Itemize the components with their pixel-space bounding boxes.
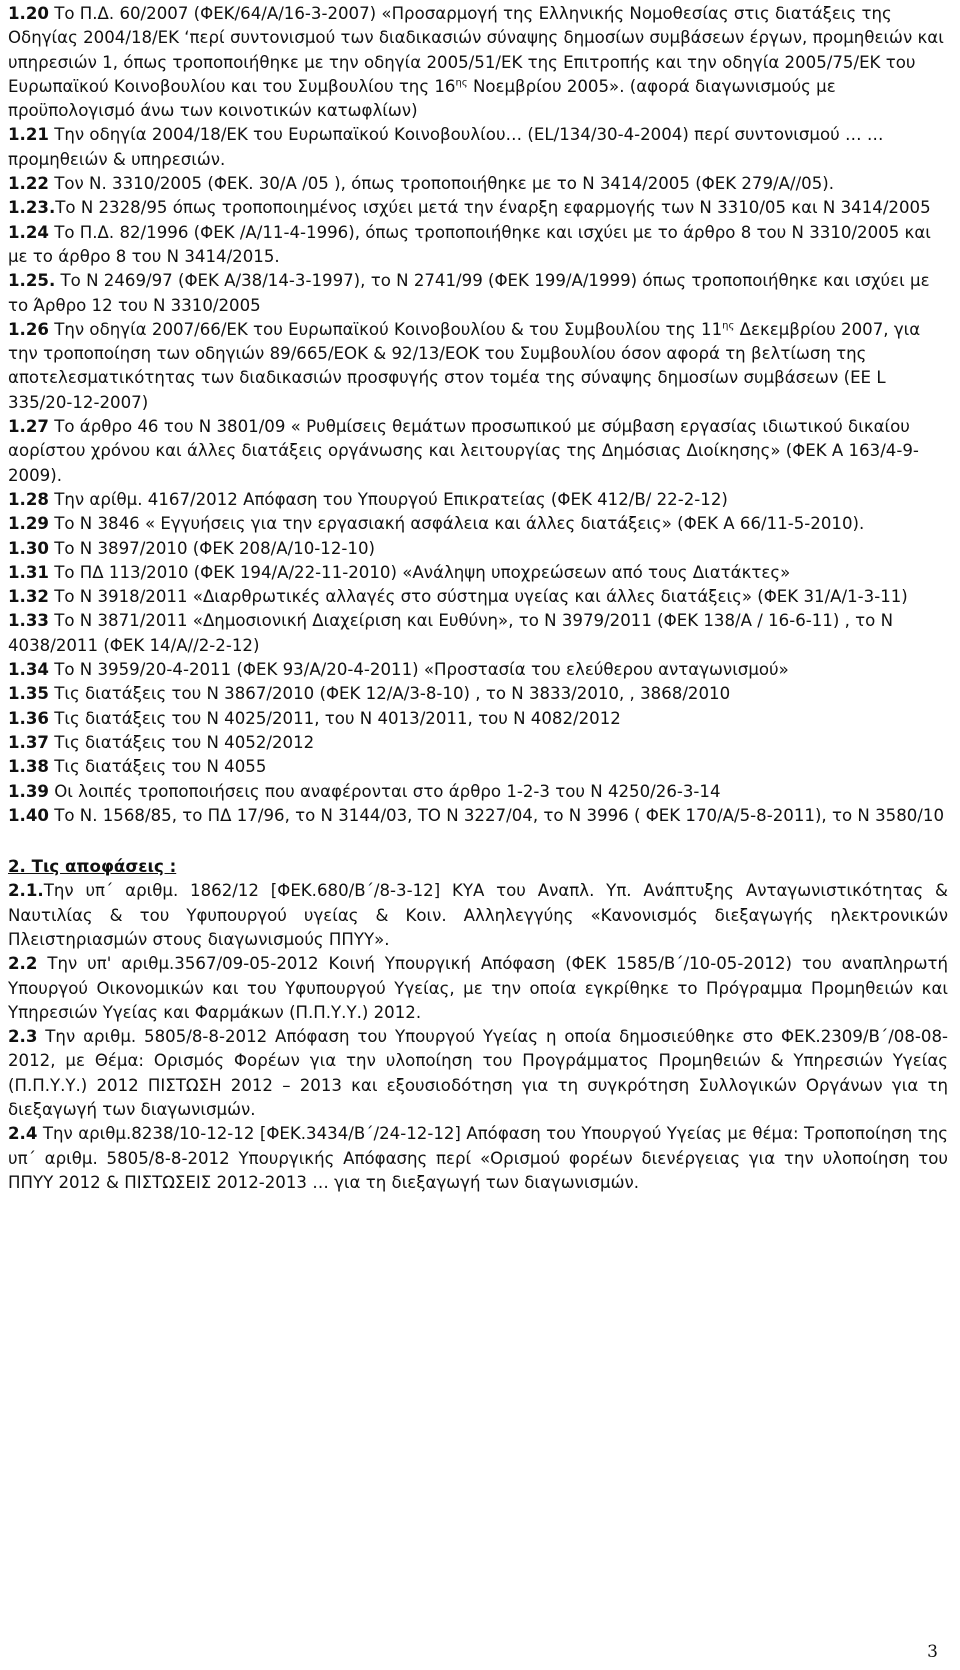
- list-item: [8, 537, 948, 561]
- item-text-continued: Δεκεμβρίου 2007, για την τροποποίηση των οδηγιών 89/665/ΕΟΚ & 92/13/ΕΟΚ του Συμβουλίου όσον αφορά τη βελτίωση της αποτελεσματικότητας των διαδικασιών προσφυγής στον τομέα της σύναψης δημοσίων συμβάσεων (EE L 335/20-12-2007): [8, 319, 921, 412]
- list-item: [8, 755, 948, 779]
- item-number: 1.21: [8, 125, 49, 145]
- list-item: [8, 318, 948, 415]
- item-text: Το Ν 2469/97 (ΦΕΚ Α/38/14-3-1997), το Ν 2741/99 (ΦΕΚ 199/Α/1999) όπως τροποποιήθηκε και ισχύει με το Άρθρο 12 του Ν 3310/2005: [8, 271, 930, 315]
- legal-basis-list-1: [8, 2, 948, 828]
- item-text: Την αρίθμ. 4167/2012 Απόφαση του Υπουργού Επικρατείας (ΦΕΚ 412/Β/ 22-2-12): [48, 489, 728, 509]
- list-item: [8, 609, 948, 658]
- ordinal-superscript: ης: [722, 320, 735, 332]
- item-number: 1.20: [8, 4, 49, 23]
- page-number: 3: [927, 1642, 938, 1662]
- list-item: [8, 172, 948, 196]
- list-item: [8, 658, 948, 682]
- item-number: 1.33: [8, 611, 49, 631]
- section-gap: [8, 828, 948, 855]
- list-item: [8, 221, 948, 270]
- list-item: [8, 707, 948, 731]
- list-item: [8, 269, 948, 318]
- document-page: [8, 2, 948, 1195]
- list-item: [8, 123, 948, 172]
- item-number: 2.3: [8, 1027, 38, 1047]
- list-item: [8, 488, 948, 512]
- item-number: 1.29: [8, 514, 49, 534]
- item-text: Το άρθρο 46 του Ν 3801/09 « Ρυθμίσεις θεμάτων προσωπικού με σύμβαση εργασίας ιδιωτικού δικαίου αορίστου χρόνου και άλλες διατάξεις οργάνωσης και λειτουργίας της Δημόσιας Διοίκησης» (ΦΕΚ Α 163/4-9-2009).: [8, 417, 919, 485]
- item-text: Την οδηγία 2007/66/ΕΚ του Ευρωπαϊκού Κοινοβουλίου & του Συμβουλίου της 11: [48, 319, 723, 339]
- item-text: Την οδηγία 2004/18/ΕΚ του Ευρωπαϊκού Κοινοβουλίου… (EL/134/30-4-2004) περί συντονισμού … … προμηθειών & υπηρεσιών.: [8, 125, 884, 169]
- list-item: [8, 585, 948, 609]
- item-text: Την αριθμ. 5805/8-8-2012 Απόφαση του Υπουργού Υγείας η οποία δημοσιεύθηκε στο ΦΕΚ.2309/Β΄/08-08-2012, με Θέμα: Ορισμός Φορέων για την υλοποίηση του Προγράμματος Προμηθειών & Υπηρεσιών Υγείας (Π.Π.Υ.Υ.) 2012 ΠΙΣΤΩΣΗ 2012 – 2013 και εξουσιοδότηση για τη συγκρότηση Συλλογικών Οργάνων για τη διεξαγωγή των διαγωνισμών.: [8, 1027, 948, 1120]
- item-number: 1.30: [8, 538, 49, 558]
- list-item: [8, 415, 948, 488]
- item-text: Το ΠΔ 113/2010 (ΦΕΚ 194/Α/22-11-2010) «Ανάληψη υποχρεώσεων από τους Διατάκτες»: [48, 562, 791, 582]
- list-item: [8, 1122, 948, 1195]
- ordinal-superscript: ης: [455, 77, 468, 89]
- item-number: 1.24: [8, 222, 49, 242]
- list-item: [8, 512, 948, 536]
- item-text: Το Ν 3959/20-4-2011 (ΦΕΚ 93/Α/20-4-2011) «Προστασία του ελεύθερου ανταγωνισμού»: [48, 660, 789, 680]
- legal-basis-list-2: [8, 879, 948, 1195]
- item-text: Το Ν. 1568/85, το ΠΔ 17/96, το Ν 3144/03, ΤΟ Ν 3227/04, το Ν 3996 ( ΦΕΚ 170/Α/5-8-2011), το Ν 3580/10: [48, 805, 945, 825]
- item-number: 1.27: [8, 417, 49, 437]
- item-text: Το Π.Δ. 60/2007 (ΦΕΚ/64/Α/16-3-2007) «Προσαρμογή της Ελληνικής Νομοθεσίας στις διατάξεις της Οδηγίας 2004/18/ΕΚ ‘περί συντονισμού των διαδικασιών σύναψης δημοσίων συμβάσεων έργων, προμηθειών και υπηρεσιών 1, όπως τροποποιήθηκε με την οδηγία 2005/51/ΕΚ της Επιτροπής και την οδηγία 2005/75/ΕΚ του Ευρωπαϊκού Κοινοβουλίου και του Συμβουλίου της 16: [8, 4, 944, 96]
- item-text: Το Ν 3918/2011 «Διαρθρωτικές αλλαγές στο σύστημα υγείας και άλλες διατάξεις» (ΦΕΚ 31/Α/1-3-11): [48, 587, 908, 607]
- item-number: 1.23.: [8, 198, 56, 218]
- list-item: [8, 731, 948, 755]
- item-text: Το Π.Δ. 82/1996 (ΦΕΚ /Α/11-4-1996), όπως τροποποιήθηκε και ισχύει με το άρθρο 8 του Ν 3310/2005 και με το άρθρο 8 του Ν 3414/2015.: [8, 222, 931, 266]
- item-number: 1.36: [8, 708, 49, 728]
- item-number: 1.26: [8, 319, 49, 339]
- item-text: Την υπ' αριθμ.3567/09-05-2012 Κοινή Υπουργική Απόφαση (ΦΕΚ 1585/Β΄/10-05-2012) του αναπληρωτή Υπουργού Οικονομικών και του Υφυπουργού Υγείας, με την οποία εγκρίθηκε το Πρόγραμμα Προμηθειών και Υπηρεσιών Υγείας και Φαρμάκων (Π.Π.Υ.Υ.) 2012.: [8, 954, 948, 1022]
- item-number: 1.38: [8, 757, 49, 777]
- list-item: [8, 804, 948, 828]
- list-item: [8, 682, 948, 706]
- item-number: 2.4: [8, 1124, 38, 1144]
- item-number: 1.25.: [8, 271, 56, 291]
- item-text: Το Ν 3871/2011 «Δημοσιονική Διαχείριση και Ευθύνη», το Ν 3979/2011 (ΦΕΚ 138/Α / 16-6-11) , το Ν 4038/2011 (ΦΕΚ 14/Α//2-2-12): [8, 611, 893, 655]
- item-text: Τις διατάξεις του Ν 4052/2012: [48, 732, 315, 752]
- item-text: Τις διατάξεις του Ν 4055: [48, 757, 267, 777]
- list-item: [8, 196, 948, 220]
- item-number: 1.31: [8, 562, 49, 582]
- item-text: Τις διατάξεις του Ν 3867/2010 (ΦΕΚ 12/Α/3-8-10) , το Ν 3833/2010, , 3868/2010: [48, 684, 731, 704]
- item-number: 1.32: [8, 587, 49, 607]
- list-item: [8, 561, 948, 585]
- item-number: 1.40: [8, 805, 49, 825]
- item-text: Το Ν 3897/2010 (ΦΕΚ 208/Α/10-12-10): [48, 538, 375, 558]
- section-2-heading: 2. Τις αποφάσεις :: [8, 857, 177, 877]
- item-text-continued: Νοεμβρίου 2005». (αφορά διαγωνισμούς με προϋπολογισμό άνω των κοινοτικών κατωφλίων): [8, 76, 836, 121]
- list-item: [8, 2, 948, 123]
- item-text: Το Ν 2328/95 όπως τροποποιημένος ισχύει μετά την έναρξη εφαρμογής των Ν 3310/05 και Ν 3414/2005: [55, 198, 931, 218]
- item-text: Τις διατάξεις του Ν 4025/2011, του Ν 4013/2011, του Ν 4082/2012: [48, 708, 621, 728]
- list-item: [8, 952, 948, 1025]
- item-number: 2.1.: [8, 881, 44, 901]
- item-text: Τον Ν. 3310/2005 (ΦΕΚ. 30/Α /05 ), όπως τροποποιήθηκε με το Ν 3414/2005 (ΦΕΚ 279/Α//05).: [48, 174, 835, 194]
- item-number: 1.34: [8, 660, 49, 680]
- item-number: 2.2: [8, 954, 38, 974]
- item-text: Οι λοιπές τροποποιήσεις που αναφέρονται στο άρθρο 1-2-3 του Ν 4250/26-3-14: [48, 781, 721, 801]
- list-item: [8, 879, 948, 952]
- item-number: 1.37: [8, 732, 49, 752]
- list-item: [8, 1025, 948, 1122]
- item-number: 1.35: [8, 684, 49, 704]
- item-number: 1.22: [8, 174, 49, 194]
- item-text: Την αριθμ.8238/10-12-12 [ΦΕΚ.3434/Β΄/24-12-12] Απόφαση του Υπουργού Υγείας με θέμα: Τροποποίηση της υπ΄ αριθμ. 5805/8-8-2012 Υπουργικής Απόφασης περί «Ορισμού φορέων διενέργειας για την υλοποίηση του ΠΠΥΥ 2012 & ΠΙΣΤΩΣΕΙΣ 2012-2013 … για τη διεξαγωγή των διαγωνισμών.: [8, 1124, 948, 1192]
- item-number: 1.28: [8, 489, 49, 509]
- item-text: Την υπ΄ αριθμ. 1862/12 [ΦΕΚ.680/Β΄/8-3-12] ΚΥΑ του Αναπλ. Υπ. Ανάπτυξης Ανταγωνιστικότητας & Ναυτιλίας & του Υφυπουργού υγείας & Κοιν. Αλληλεγγύης «Κανονισμός διεξαγωγής ηλεκτρονικών Πλειστηριασμών στους διαγωνισμούς ΠΠΥΥ».: [8, 881, 948, 949]
- item-number: 1.39: [8, 781, 49, 801]
- item-text: Το Ν 3846 « Εγγυήσεις για την εργασιακή ασφάλεια και άλλες διατάξεις» (ΦΕΚ Α 66/11-5-2010).: [48, 514, 865, 534]
- list-item: [8, 780, 948, 804]
